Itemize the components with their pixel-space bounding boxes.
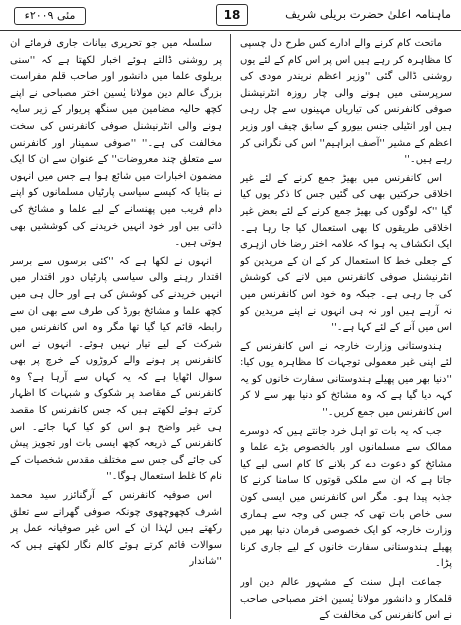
right-column xyxy=(240,36,452,621)
paragraph: اس صوفیہ کانفرنس کے آرگنائزر سید محمد اشرف کچھوچھوی چونکہ صوفی گھرانے سے تعلق رکھتے ہیں لہٰذا ان کے اس غیر صوفیانہ عمل پر سوالات قائم کرتے ہوئے کالم نگار لکھتے ہیں کہ ''شاندار xyxy=(10,490,222,568)
column-divider xyxy=(230,34,231,619)
paragraph: جماعت اہل سنت کے مشہور عالم دین اور قلمکار و دانشور مولانا یٰسین اختر مصباحی صاحب نے اس کانفرنس کی مخالفت کے xyxy=(240,577,452,621)
issue-date: مئی ۲۰۰۹ء xyxy=(14,7,86,25)
page-number: 18 xyxy=(216,4,248,26)
paragraph: جب کہ یہ بات تو اہل خرد جانتے ہیں کہ دوسرے ممالک سے مسلمانوں اور بالخصوص بڑے علما و مشائخ کو دعوت دے کر بلانے کا کام اسی لیے کیا جاتا ہے کہ ان سے ملکی قوتوں کا سامنا کرنے کا جذبہ پیدا ہو۔ مگر اس کانفرنس میں ایسی کون سی خاص بات تھی کہ جس کی وجہ سے ہماری وزارت خارجہ کو ایک خصوصی فرمان دنیا بھر میں پھیلے ہندوستانی سفارت خانوں کے لیے جاری کرنا پڑا۔ xyxy=(240,425,452,570)
page-header xyxy=(0,0,461,31)
paragraph: ہندوستانی وزارت خارجہ نے اس کانفرنس کے لئے اپنی غیر معمولی توجہات کا مظاہرہ یوں کیا: ''دنیا بھر میں پھیلے ہندوستانی سفارت خانوں کو یہ کہہ دیا گیا ہے کہ وہ مشائخ کو دنیا بھر سے لا کر اس کانفرنس میں جمع کریں۔'' xyxy=(240,340,452,419)
paragraph: اس کانفرنس میں بھیڑ جمع کرنے کے لئے غیر اخلاقی حرکتیں بھی کی گئیں جس کا ذکر یوں کیا گیا ''کہ لوگوں کی بھیڑ جمع کرنے کے لئے بعض غیر اخلاقی طریقوں کا بھی استعمال کیا جا رہا ہے۔ ایک انکشاف یہ ہوا کہ علامہ اختر رضا خاں ازہری کے جعلی خط کا استعمال کر کے ان کے مریدین کو انٹرنیشنل صوفی کانفرنس میں لانے کی کوشش کی جا رہی ہے۔ جبکہ وہ خود اس کانفرنس میں نہ آرہے ہیں اور نہ ہی انہوں نے اپنے مریدین کو اس میں آنے کے لئے کہا ہے۔'' xyxy=(240,172,452,334)
left-column xyxy=(10,36,222,621)
paragraph: انہوں نے لکھا ہے کہ ''کئی برسوں سے برسر اقتدار رہنے والی سیاسی پارٹیاں دور اقتدار میں انہیں خریدنے کی کوشش کی ہے اور حال ہی میں کچھ علما و مشائخ بورڈ کی طرف سے بھی ان سے رابطہ قائم کیا گیا تھا مگر وہ اس کانفرنس میں شرکت کے لیے تیار نہیں ہوئے۔ انہوں نے اس کانفرنس پر ہونے والے کروڑوں کے خرچ پر بھی سوال اٹھایا ہے کہ یہ کہاں سے آرہا ہے؟ وہ کانفرنس کے مقاصد پر شکوک و شبہات کا اظہار کرتے ہوئے لکھتے ہیں کہ جس کانفرنس کا مقصد ہی غیر واضح ہو اس کو کیا کہا جائے۔ اس کانفرنس کے ذریعہ کچھ ایسی بات اور تجویز پیش کی جائے گی جس سے مختلف مقدس شخصیات کے نام کا غلط استعمال ہوگا۔'' xyxy=(10,255,222,483)
paragraph: سلسلہ میں جو تحریری بیانات جاری فرمائے ان پر روشنی ڈالتے ہوئے اخبار لکھتا ہے کہ ''سنی بریلوی علما میں دانشور اور صاحب قلم مفراست بزرگ عالم دین مولانا یٰسین اختر مصباحی نے اپنے کچھ حالیہ مضامین میں سنگھ پریوار کے زیر سایہ ہونے والی انٹرنیشنل صوفی کانفرنس کی سخت مخالفت کی ہے۔'' ''صوفی سمینار اور کانفرنس سے متعلق چند معروضات'' کے عنوان سے ان کا ایک مضمون اخبارات میں شائع ہوا ہے جس میں انہوں نے بتایا کہ کیسے سیاسی پارٹیاں مسلمانوں کو اپنے دام فریب میں پھنسانے کے لیے علما و مشائخ کی ذاتی بیں اور خود انہیں خریدنے کی کوششیں بھی ہوتی ہیں۔ xyxy=(10,38,222,249)
magazine-title: ماہنامہ اعلیٰ حضرت بریلی شریف xyxy=(285,7,451,21)
paragraph: ماتحت کام کرنے والے ادارے کس طرح دل چسپی کا مظاہرہ کر رہے ہیں اس پر اس کام کے لئے یوں روشنی ڈالی گئی ''وزیر اعظم نریندر مودی کی سرپرستی میں ہونے والی چار روزہ انٹرنیشنل صوفی کانفرنس کی تیاریاں مہینوں سے چل رہی ہیں اور انٹیلی جنس بیورو کے سابق چیف اور وزیر اعظم کے مشیر ''آصف ابراہیم'' اس کی نگرانی کر رہے ہیں۔'' xyxy=(240,38,452,166)
